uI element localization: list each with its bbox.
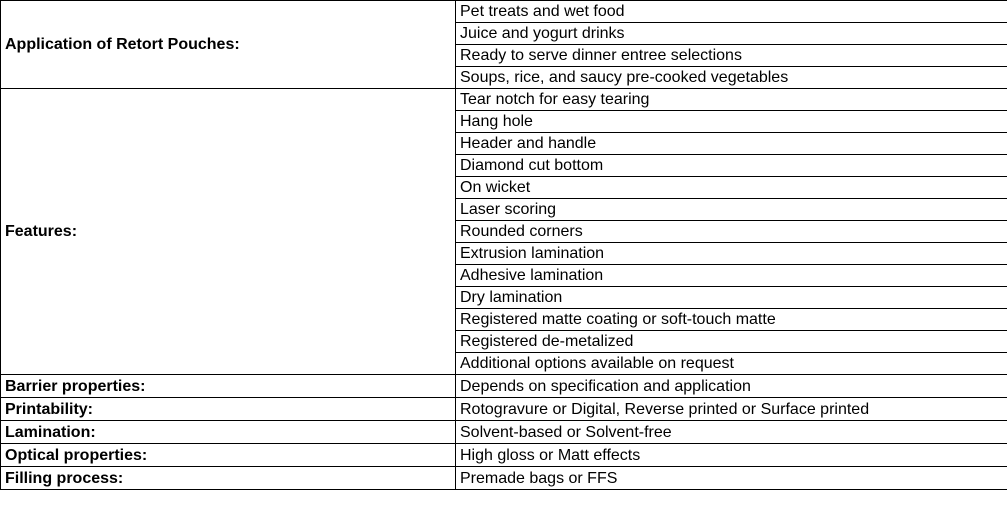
row-value: Diamond cut bottom <box>456 155 1007 177</box>
row-value: Extrusion lamination <box>456 243 1007 265</box>
row-value: Dry lamination <box>456 287 1007 309</box>
row-value: Rounded corners <box>456 221 1007 243</box>
row-value: Juice and yogurt drinks <box>456 23 1007 45</box>
row-value: Ready to serve dinner entree selections <box>456 45 1007 67</box>
row-label-lamination: Lamination: <box>1 421 456 444</box>
row-value: Rotogravure or Digital, Reverse printed or Surface printed <box>456 398 1007 421</box>
row-value: On wicket <box>456 177 1007 199</box>
table-row <box>1 398 1007 421</box>
row-value: Header and handle <box>456 133 1007 155</box>
row-label-optical: Optical properties: <box>1 444 456 467</box>
row-value: Additional options available on request <box>456 353 1007 375</box>
table-row <box>1 444 1007 467</box>
row-label-application: Application of Retort Pouches: <box>1 1 456 89</box>
row-value: Soups, rice, and saucy pre-cooked vegetables <box>456 67 1007 89</box>
row-label-printability: Printability: <box>1 398 456 421</box>
table-row <box>1 375 1007 398</box>
row-value: High gloss or Matt effects <box>456 444 1007 467</box>
row-label-filling: Filling process: <box>1 467 456 490</box>
row-value: Laser scoring <box>456 199 1007 221</box>
row-value: Premade bags or FFS <box>456 467 1007 490</box>
row-value: Pet treats and wet food <box>456 1 1007 23</box>
row-value: Solvent-based or Solvent-free <box>456 421 1007 444</box>
row-value: Registered matte coating or soft-touch matte <box>456 309 1007 331</box>
table-row <box>1 89 1007 111</box>
row-value: Adhesive lamination <box>456 265 1007 287</box>
row-label-barrier: Barrier properties: <box>1 375 456 398</box>
row-value: Registered de-metalized <box>456 331 1007 353</box>
table-row <box>1 467 1007 490</box>
table-row <box>1 421 1007 444</box>
table-row <box>1 1 1007 23</box>
row-label-features: Features: <box>1 89 456 375</box>
row-value: Tear notch for easy tearing <box>456 89 1007 111</box>
row-value: Hang hole <box>456 111 1007 133</box>
row-value: Depends on specification and application <box>456 375 1007 398</box>
